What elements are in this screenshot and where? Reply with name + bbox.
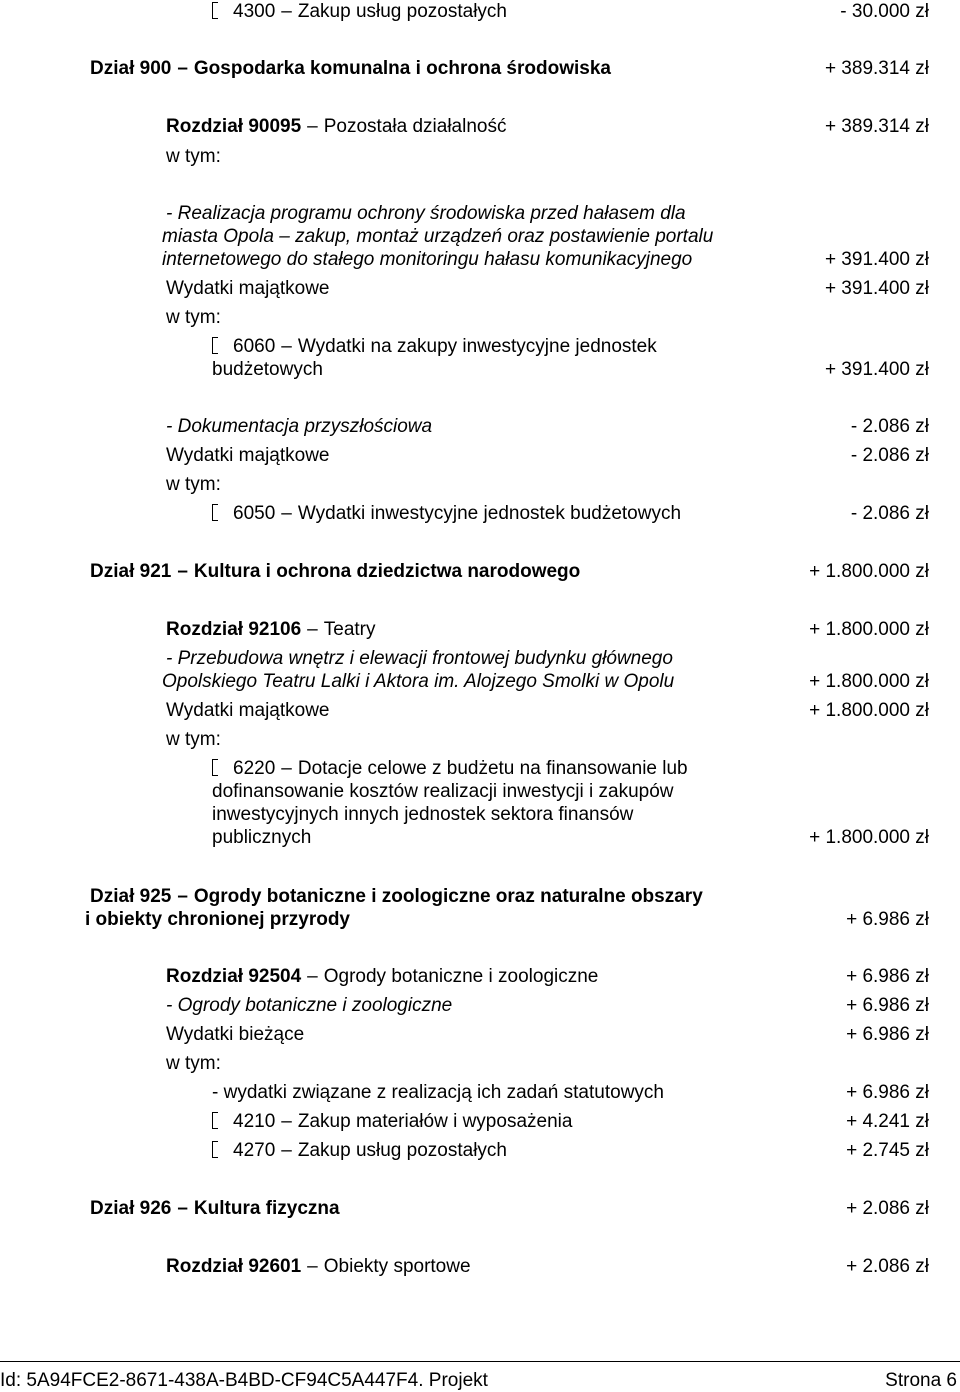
dzial-926: Dział 926 – Kultura fizyczna	[90, 1198, 340, 1219]
task-line: - Dokumentacja przyszłościowa	[166, 416, 433, 437]
amount-4300: - 30.000 zł	[840, 1, 929, 22]
dzial-921: Dział 921 – Kultura i ochrona dziedzictwa narodowego	[90, 561, 581, 582]
task-line: - Realizacja programu ochrony środowiska przed hałasem dla	[166, 203, 686, 224]
paragraph-4300: 4300 – Zakup usług pozostałych	[212, 0, 507, 23]
w-tym-label: w tym:	[166, 307, 221, 328]
amount-6220: + 1.800.000 zł	[809, 827, 929, 848]
amount-wydatki-majatkowe: + 391.400 zł	[824, 278, 929, 299]
paragraph-6060: 6060 – Wydatki na zakupy inwestycyjne jednostek	[212, 335, 657, 358]
amount-task: - 2.086 zł	[850, 416, 929, 437]
amount-4270: + 2.745 zł	[846, 1140, 929, 1161]
amount-rozdzial-92106: + 1.800.000 zł	[809, 619, 929, 640]
paragraph-6060-cont: budżetowych	[212, 359, 323, 380]
paragraph-6220: 6220 – Dotacje celowe z budżetu na finansowanie lub	[212, 757, 688, 780]
task-line: miasta Opola – zakup, montaż urządzeń oraz postawienie portalu	[162, 226, 714, 247]
paragraph-6220-cont: publicznych	[212, 827, 312, 848]
amount-6050: - 2.086 zł	[850, 503, 929, 524]
amount-dzial-921: + 1.800.000 zł	[809, 561, 929, 582]
rozdzial-92504: Rozdział 92504 – Ogrody botaniczne i zoologiczne	[166, 966, 599, 987]
amount-task: + 6.986 zł	[846, 995, 929, 1016]
statutory-expenses: - wydatki związane z realizacją ich zadań statutowych	[212, 1082, 664, 1103]
footer-page-number: Strona 6	[885, 1370, 957, 1391]
w-tym-label: w tym:	[166, 146, 221, 167]
amount-6060: + 391.400 zł	[824, 359, 929, 380]
amount-wydatki-majatkowe: + 1.800.000 zł	[809, 700, 929, 721]
amount-dzial-925: + 6.986 zł	[846, 909, 929, 930]
dzial-925-cont: i obiekty chronionej przyrody	[85, 909, 350, 930]
amount-task: + 1.800.000 zł	[809, 671, 929, 692]
task-line: - Ogrody botaniczne i zoologiczne	[166, 995, 453, 1016]
w-tym-label: w tym:	[166, 729, 221, 750]
amount-wydatki-biezace: + 6.986 zł	[846, 1024, 929, 1045]
wydatki-majatkowe: Wydatki majątkowe	[166, 700, 330, 721]
amount-rozdzial-92504: + 6.986 zł	[846, 966, 929, 987]
amount-rozdzial-90095: + 389.314 zł	[824, 116, 929, 137]
rozdzial-92106: Rozdział 92106 – Teatry	[166, 619, 376, 640]
w-tym-label: w tym:	[166, 1053, 221, 1074]
amount-rozdzial-92601: + 2.086 zł	[846, 1256, 929, 1277]
task-line: internetowego do stałego monitoringu hałasu komunikacyjnego	[162, 249, 693, 270]
task-line: - Przebudowa wnętrz i elewacji frontowej budynku głównego	[166, 648, 673, 669]
dzial-900: Dział 900 – Gospodarka komunalna i ochrona środowiska	[90, 58, 611, 79]
rozdzial-90095: Rozdział 90095 – Pozostała działalność	[166, 116, 507, 137]
dzial-925: Dział 925 – Ogrody botaniczne i zoologiczne oraz naturalne obszary	[90, 886, 703, 907]
paragraph-6220-cont: inwestycyjnych innych jednostek sektora finansów	[212, 804, 634, 825]
rozdzial-92601: Rozdział 92601 – Obiekty sportowe	[166, 1256, 471, 1277]
footer-divider	[0, 1361, 960, 1362]
footer-document-id: Id: 5A94FCE2-8671-438A-B4BD-CF94C5A447F4. Projekt	[0, 1370, 488, 1391]
paragraph-4270: 4270 – Zakup usług pozostałych	[212, 1139, 507, 1162]
amount-task: + 391.400 zł	[824, 249, 929, 270]
paragraph-6050: 6050 – Wydatki inwestycyjne jednostek budżetowych	[212, 502, 681, 525]
amount-wydatki-majatkowe: - 2.086 zł	[850, 445, 929, 466]
amount-4210: + 4.241 zł	[846, 1111, 929, 1132]
amount-dzial-900: + 389.314 zł	[824, 58, 929, 79]
paragraph-4210: 4210 – Zakup materiałów i wyposażenia	[212, 1110, 572, 1133]
wydatki-biezace: Wydatki bieżące	[166, 1024, 305, 1045]
paragraph-6220-cont: dofinansowanie kosztów realizacji inwestycji i zakupów	[212, 781, 674, 802]
w-tym-label: w tym:	[166, 474, 221, 495]
amount-dzial-926: + 2.086 zł	[846, 1198, 929, 1219]
amount-statutory: + 6.986 zł	[846, 1082, 929, 1103]
wydatki-majatkowe: Wydatki majątkowe	[166, 278, 330, 299]
task-line: Opolskiego Teatru Lalki i Aktora im. Alojzego Smolki w Opolu	[162, 671, 675, 692]
wydatki-majatkowe: Wydatki majątkowe	[166, 445, 330, 466]
